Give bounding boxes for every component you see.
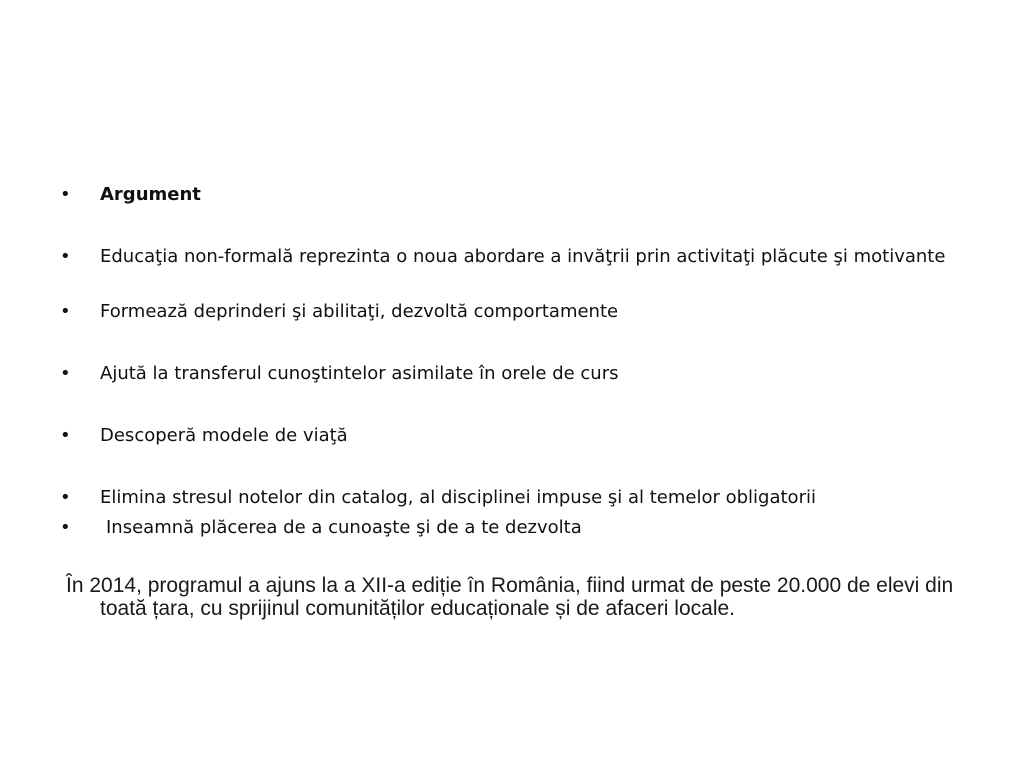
bullet-item	[60, 424, 970, 447]
bullet-item	[60, 362, 970, 385]
bullet-item-argument	[60, 183, 970, 206]
bullet-item	[60, 245, 970, 268]
bullet-icon: •	[60, 517, 71, 538]
bullet-icon: •	[60, 487, 71, 508]
bullet-icon: •	[60, 301, 71, 322]
bullet-icon: •	[60, 184, 71, 205]
bullet-text: Elimina stresul notelor din catalog, al disciplinei impuse şi al temelor obligatorii	[100, 487, 816, 508]
bullet-icon: •	[60, 363, 71, 384]
bullet-text: Ajută la transferul cunoştintelor asimilate în orele de curs	[100, 363, 619, 384]
bullet-icon: •	[60, 246, 71, 267]
bullet-item	[60, 486, 970, 509]
footnote-paragraph: În 2014, programul a ajuns la a XII-a ediție în România, fiind urmat de peste 20.000 de elevi din toată țara, cu sprijinul comunităților educaționale și de afaceri locale.	[66, 574, 954, 620]
bullet-text: Argument	[100, 184, 201, 205]
bullet-icon: •	[60, 425, 71, 446]
bullet-text: Descoperă modele de viaţă	[100, 425, 348, 446]
bullet-text: Inseamnă plăcerea de a cunoaşte şi de a te dezvolta	[106, 517, 582, 538]
bullet-item	[60, 300, 970, 323]
bullet-text: Educaţia non-formală reprezinta o noua abordare a invăţrii prin activitaţi plăcute şi motivante	[100, 246, 946, 267]
bullet-item	[60, 516, 970, 539]
bullet-text: Formează deprinderi şi abilitaţi, dezvoltă comportamente	[100, 301, 619, 322]
